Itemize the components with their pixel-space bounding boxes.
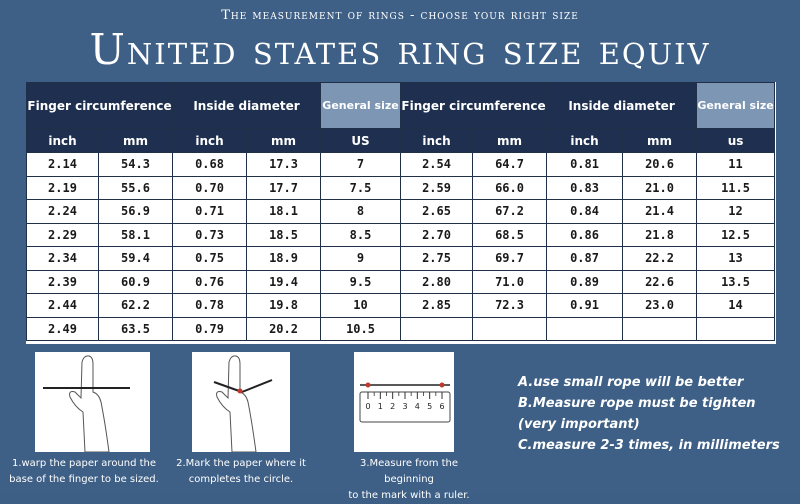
table-cell: 2.19: [27, 176, 99, 200]
table-cell: 2.65: [401, 200, 473, 224]
step2-line1: 2.Mark the paper where it: [176, 458, 306, 469]
table-cell: 13: [697, 247, 775, 271]
header-finger-circumference: Finger circumference: [27, 83, 173, 129]
ruler-tick-label: 3: [402, 402, 408, 411]
table-cell: 9.5: [321, 270, 401, 294]
header-inside-diameter: Inside diameter: [173, 83, 321, 129]
ruler-tick-label: 1: [377, 402, 383, 411]
unit-header: mm: [623, 129, 697, 153]
table-cell: 71.0: [473, 270, 547, 294]
table-cell: 0.76: [173, 270, 247, 294]
table-cell: 2.44: [27, 294, 99, 318]
table-cell: 2.49: [27, 317, 99, 341]
table-row: [27, 294, 775, 318]
unit-header: inch: [173, 129, 247, 153]
table-row: [27, 223, 775, 247]
table-cell: 22.2: [623, 247, 697, 271]
table-cell: 56.9: [99, 200, 173, 224]
step1-illustration: [35, 352, 150, 452]
table-cell: 2.70: [401, 223, 473, 247]
table-cell: 2.24: [27, 200, 99, 224]
table-cell: 0.70: [173, 176, 247, 200]
header-inside-diameter-2: Inside diameter: [547, 83, 697, 129]
step1-line1: 1.warp the paper around the: [11, 458, 157, 469]
table-cell: [623, 317, 697, 341]
ruler-tick-label: 6: [439, 402, 445, 411]
step3-line1: 3.Measure from the beginning: [359, 458, 459, 485]
ruler-tick-label: 4: [414, 402, 420, 411]
table-cell: 21.0: [623, 176, 697, 200]
group-header-row: [27, 83, 775, 129]
table-cell: 2.14: [27, 153, 99, 177]
header-finger-circumference-2: Finger circumference: [401, 83, 547, 129]
table-cell: 58.1: [99, 223, 173, 247]
table-cell: 10.5: [321, 317, 401, 341]
header-general-size: General size: [321, 83, 401, 129]
table-cell: 0.84: [547, 200, 623, 224]
step3-illustration: [354, 352, 454, 452]
table-cell: 17.7: [247, 176, 321, 200]
table-row: [27, 247, 775, 271]
table-cell: 12: [697, 200, 775, 224]
table-cell: 8: [321, 200, 401, 224]
table-cell: 0.73: [173, 223, 247, 247]
table-cell: 0.79: [173, 317, 247, 341]
table-cell: 7.5: [321, 176, 401, 200]
table-row: [27, 317, 775, 341]
header-general-size-2: General size: [697, 83, 775, 129]
unit-header: inch: [27, 129, 99, 153]
note-a: A.use small rope will be better: [518, 375, 744, 390]
table-cell: 2.59: [401, 176, 473, 200]
table-cell: 11: [697, 153, 775, 177]
table-cell: 18.1: [247, 200, 321, 224]
table-cell: 11.5: [697, 176, 775, 200]
table-cell: 0.71: [173, 200, 247, 224]
table-cell: 20.2: [247, 317, 321, 341]
table-cell: 0.83: [547, 176, 623, 200]
table-cell: 18.5: [247, 223, 321, 247]
table-cell: 17.3: [247, 153, 321, 177]
table-cell: 60.9: [99, 270, 173, 294]
finger-wrap-icon: [35, 352, 150, 452]
table-cell: 69.7: [473, 247, 547, 271]
table-cell: 13.5: [697, 270, 775, 294]
table-cell: [697, 317, 775, 341]
unit-header: inch: [547, 129, 623, 153]
table-cell: 0.81: [547, 153, 623, 177]
table-cell: 63.5: [99, 317, 173, 341]
table-cell: 54.3: [99, 153, 173, 177]
unit-header: US: [321, 129, 401, 153]
table-cell: 67.2: [473, 200, 547, 224]
step1-text: [4, 456, 164, 488]
table-cell: 0.87: [547, 247, 623, 271]
note-c: C.measure 2-3 times, in millimeters: [518, 438, 780, 453]
unit-header: mm: [247, 129, 321, 153]
step2-line2: completes the circle.: [188, 474, 294, 485]
table-cell: 62.2: [99, 294, 173, 318]
subtitle: The measurement of rings - choose your right size: [221, 8, 579, 23]
table-cell: 19.8: [247, 294, 321, 318]
table-cell: 2.39: [27, 270, 99, 294]
table-cell: 2.34: [27, 247, 99, 271]
table-cell: 0.75: [173, 247, 247, 271]
table-row: [27, 270, 775, 294]
unit-header: inch: [401, 129, 473, 153]
unit-header: mm: [473, 129, 547, 153]
table-cell: 2.75: [401, 247, 473, 271]
table-cell: 0.86: [547, 223, 623, 247]
step3-line2: to the mark with a ruler.: [348, 490, 470, 501]
ring-size-table: [26, 82, 775, 341]
table-cell: 12.5: [697, 223, 775, 247]
finger-mark-icon: [192, 352, 290, 452]
step2-text: [166, 456, 316, 488]
table-cell: 2.85: [401, 294, 473, 318]
table-cell: 72.3: [473, 294, 547, 318]
unit-header: us: [697, 129, 775, 153]
table-cell: 8.5: [321, 223, 401, 247]
table-cell: [473, 317, 547, 341]
table-cell: [401, 317, 473, 341]
ruler-tick-label: 5: [427, 402, 433, 411]
table-cell: 18.9: [247, 247, 321, 271]
table-cell: 0.78: [173, 294, 247, 318]
table-cell: 2.54: [401, 153, 473, 177]
step3-text: [334, 456, 484, 504]
table-body: [27, 153, 775, 341]
table-cell: 20.6: [623, 153, 697, 177]
table-cell: 2.29: [27, 223, 99, 247]
measurement-notes: [518, 372, 780, 456]
table-cell: 55.6: [99, 176, 173, 200]
mark-dot: [238, 389, 243, 394]
table-cell: 2.80: [401, 270, 473, 294]
table-cell: 21.4: [623, 200, 697, 224]
ruler-tick-label: 0: [365, 402, 371, 411]
table-cell: 0.89: [547, 270, 623, 294]
page-title: United states ring size equiv: [89, 26, 711, 74]
table-cell: 9: [321, 247, 401, 271]
table-cell: 0.68: [173, 153, 247, 177]
step2-illustration: [192, 352, 290, 452]
table-cell: 21.8: [623, 223, 697, 247]
unit-header-row: [27, 129, 775, 153]
table-cell: 0.91: [547, 294, 623, 318]
table-cell: 14: [697, 294, 775, 318]
table-cell: 10: [321, 294, 401, 318]
table-cell: 64.7: [473, 153, 547, 177]
table-row: [27, 176, 775, 200]
ruler-tick-label: 2: [390, 402, 396, 411]
ruler-icon: [354, 352, 454, 452]
ring-size-table-container: [26, 82, 776, 344]
table-row: [27, 153, 775, 177]
table-cell: 66.0: [473, 176, 547, 200]
table-cell: 19.4: [247, 270, 321, 294]
table-cell: 22.6: [623, 270, 697, 294]
unit-header: mm: [99, 129, 173, 153]
note-b-detail: (very important): [518, 417, 640, 432]
table-cell: 68.5: [473, 223, 547, 247]
step1-line2: base of the finger to be sized.: [9, 474, 159, 485]
table-cell: 7: [321, 153, 401, 177]
note-b: B.Measure rope must be tighten: [518, 396, 756, 411]
table-cell: [547, 317, 623, 341]
table-cell: 23.0: [623, 294, 697, 318]
table-row: [27, 200, 775, 224]
table-cell: 59.4: [99, 247, 173, 271]
